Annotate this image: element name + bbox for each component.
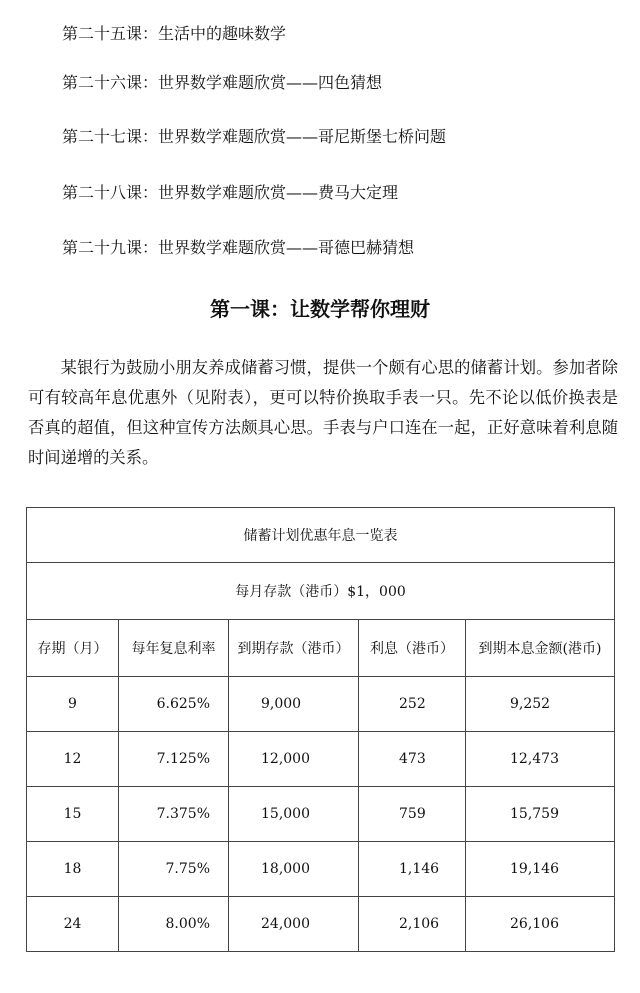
table-cell: 252 (359, 677, 466, 732)
table-cell: 9,252 (466, 677, 615, 732)
table-cell: 6.625% (119, 677, 229, 732)
column-header: 到期存款（港币） (229, 620, 359, 677)
table-cell: 12,473 (466, 732, 615, 787)
table-cell: 12 (27, 732, 119, 787)
table-cell: 18,000 (229, 842, 359, 897)
column-header: 利息（港币） (359, 620, 466, 677)
table-cell: 19,146 (466, 842, 615, 897)
table-cell: 2,106 (359, 897, 466, 952)
table-cell: 7.125% (119, 732, 229, 787)
savings-rate-table (26, 507, 615, 952)
lesson-item: 第二十七课：世界数学难题欣赏——哥尼斯堡七桥问题 (62, 127, 447, 146)
table-cell: 15 (27, 787, 119, 842)
lesson-item: 第二十六课：世界数学难题欣赏——四色猜想 (62, 73, 383, 92)
column-header: 存期（月） (27, 620, 119, 677)
table-row (27, 842, 615, 897)
table-cell: 15,759 (466, 787, 615, 842)
intro-paragraph-text: 某银行为鼓励小朋友养成储蓄习惯，提供一个颇有心思的储蓄计划。参加者除可有较高年息优惠外（见附表），更可以特价换取手表一只。先不论以低价换表是否真的超值，但这种宣传方法颇具心思。手表与户口连在一起，正好意味着利息随时间递增的关系。 (28, 358, 618, 467)
table-cell: 18 (27, 842, 119, 897)
table-cell: 12,000 (229, 732, 359, 787)
table-cell: 8.00% (119, 897, 229, 952)
table-row (27, 732, 615, 787)
table-cell: 26,106 (466, 897, 615, 952)
table-cell: 759 (359, 787, 466, 842)
table-cell: 7.375% (119, 787, 229, 842)
table-row (27, 787, 615, 842)
intro-paragraph (28, 353, 618, 473)
table-header-row (27, 620, 615, 677)
table-caption-row (27, 508, 615, 563)
table-cell: 473 (359, 732, 466, 787)
lesson-item: 第二十九课：世界数学难题欣赏——哥德巴赫猜想 (62, 238, 415, 257)
table-cell: 9 (27, 677, 119, 732)
table-caption: 储蓄计划优惠年息一览表 (27, 508, 615, 563)
lesson-item: 第二十五课：生活中的趣味数学 (62, 24, 287, 43)
column-header: 到期本息金额(港币) (466, 620, 615, 677)
table-cell: 24 (27, 897, 119, 952)
table-cell: 15,000 (229, 787, 359, 842)
lesson-heading: 第一课：让数学帮你理财 (210, 297, 430, 321)
table-cell: 9,000 (229, 677, 359, 732)
table-cell: 1,146 (359, 842, 466, 897)
table-row (27, 677, 615, 732)
table-row (27, 897, 615, 952)
monthly-deposit: 每月存款（港币）$1，000 (27, 563, 615, 620)
table-deposit-row (27, 563, 615, 620)
column-header: 每年复息利率 (119, 620, 229, 677)
table-cell: 7.75% (119, 842, 229, 897)
table-cell: 24,000 (229, 897, 359, 952)
lesson-item: 第二十八课：世界数学难题欣赏——费马大定理 (62, 183, 399, 202)
